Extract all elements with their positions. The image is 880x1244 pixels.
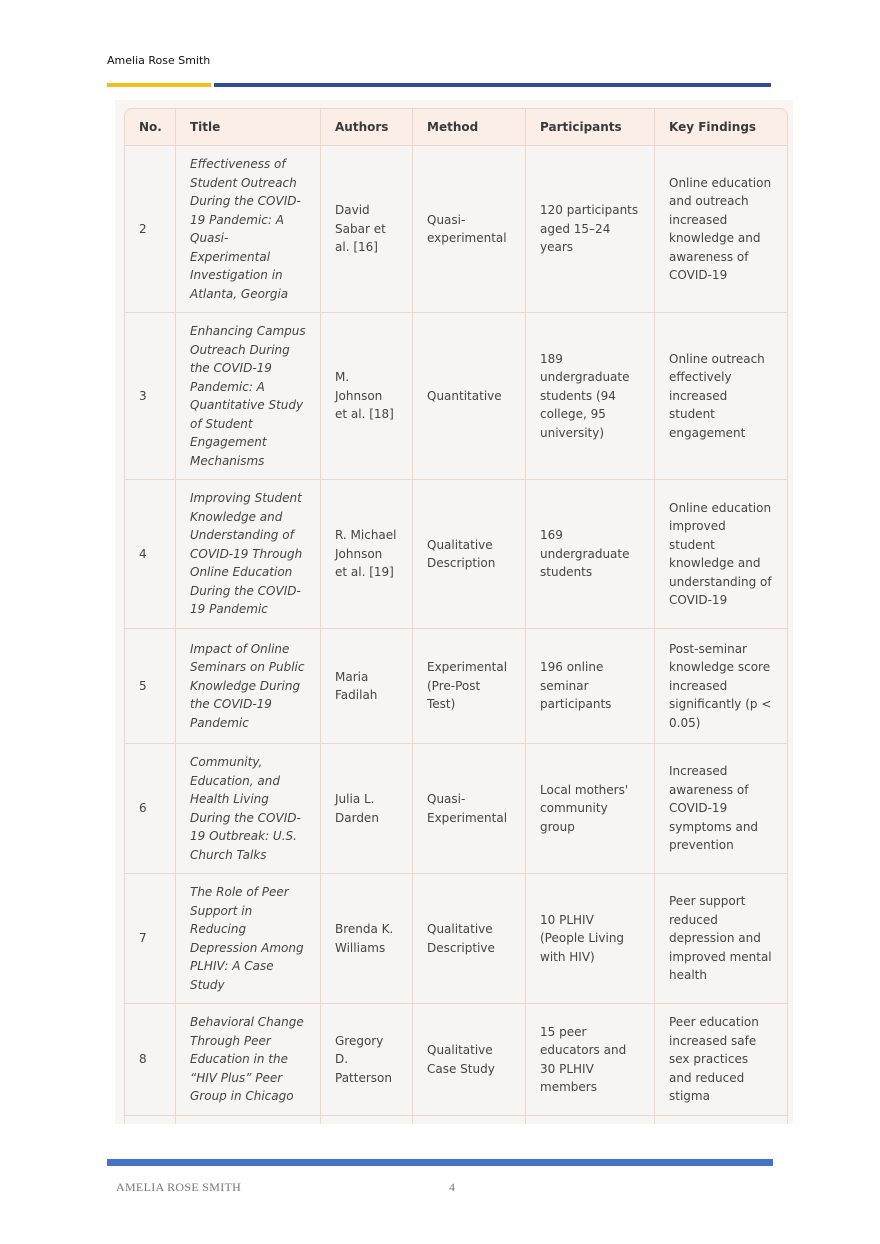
- cell-method: Quantitative: [413, 313, 526, 480]
- cell-no: 8: [124, 1004, 176, 1116]
- cell-empty: [124, 1116, 176, 1124]
- literature-table: [124, 108, 788, 1124]
- table-row: [124, 744, 788, 874]
- cell-no: 3: [124, 313, 176, 480]
- cell-empty: [413, 1116, 526, 1124]
- cell-findings: Peer education increased safe sex practices and reduced stigma: [655, 1004, 788, 1116]
- col-header-method: Method: [413, 108, 526, 146]
- cell-empty: [176, 1116, 321, 1124]
- cell-participants: 189 undergraduate students (94 college, 95 university): [526, 313, 655, 480]
- col-header-title: Title: [176, 108, 321, 146]
- cell-findings: Online education improved student knowledge and understanding of COVID-19: [655, 480, 788, 629]
- cell-findings: Peer support reduced depression and improved mental health: [655, 874, 788, 1004]
- cell-method: Qualitative Description: [413, 480, 526, 629]
- cell-findings: Online outreach effectively increased student engagement: [655, 313, 788, 480]
- table-row: [124, 629, 788, 744]
- col-header-participants: Participants: [526, 108, 655, 146]
- cell-method: Quasi-Experimental: [413, 744, 526, 874]
- cell-no: 4: [124, 480, 176, 629]
- col-header-no: No.: [124, 108, 176, 146]
- cell-title: Effectiveness of Student Outreach During the COVID-19 Pandemic: A Quasi-Experimental Investigation in Atlanta, Georgia: [176, 146, 321, 313]
- header-author: Amelia Rose Smith: [107, 54, 211, 67]
- page-number: 4: [449, 1180, 455, 1194]
- cell-authors: Maria Fadilah: [321, 629, 413, 744]
- cell-no: 2: [124, 146, 176, 313]
- cell-participants: 15 peer educators and 30 PLHIV members: [526, 1004, 655, 1116]
- col-header-authors: Authors: [321, 108, 413, 146]
- cell-title: Enhancing Campus Outreach During the COVID-19 Pandemic: A Quantitative Study of Student Engagement Mechanisms: [176, 313, 321, 480]
- header-rule: [214, 83, 771, 87]
- cell-authors: Julia L. Darden: [321, 744, 413, 874]
- table-row: [124, 313, 788, 480]
- cell-participants: 169 undergraduate students: [526, 480, 655, 629]
- cell-title: Behavioral Change Through Peer Education in the “HIV Plus” Peer Group in Chicago: [176, 1004, 321, 1116]
- cell-no: 5: [124, 629, 176, 744]
- cell-authors: Gregory D. Patterson: [321, 1004, 413, 1116]
- cell-empty: [526, 1116, 655, 1124]
- cell-empty: [321, 1116, 413, 1124]
- cell-participants: 120 participants aged 15–24 years: [526, 146, 655, 313]
- footer-rule: [107, 1159, 773, 1166]
- cell-title: Community, Education, and Health Living During the COVID-19 Outbreak: U.S. Church Talks: [176, 744, 321, 874]
- cell-findings: Post-seminar knowledge score increased significantly (p < 0.05): [655, 629, 788, 744]
- cell-title: Improving Student Knowledge and Understanding of COVID-19 Through Online Education During the COVID-19 Pandemic: [176, 480, 321, 629]
- footer-author: AMELIA ROSE SMITH: [116, 1180, 242, 1194]
- table-row-partial: [124, 1116, 788, 1124]
- cell-participants: 196 online seminar participants: [526, 629, 655, 744]
- cell-method: Qualitative Case Study: [413, 1004, 526, 1116]
- cell-findings: Online education and outreach increased knowledge and awareness of COVID-19: [655, 146, 788, 313]
- cell-authors: Brenda K. Williams: [321, 874, 413, 1004]
- cell-method: Quasi-experimental: [413, 146, 526, 313]
- cell-empty: [655, 1116, 788, 1124]
- table-header-row: [124, 108, 788, 146]
- cell-title: The Role of Peer Support in Reducing Depression Among PLHIV: A Case Study: [176, 874, 321, 1004]
- cell-method: Qualitative Descriptive: [413, 874, 526, 1004]
- header-accent-bar: [107, 83, 211, 87]
- table-row: [124, 480, 788, 629]
- cell-participants: 10 PLHIV (People Living with HIV): [526, 874, 655, 1004]
- cell-no: 7: [124, 874, 176, 1004]
- cell-no: 6: [124, 744, 176, 874]
- table-image: [115, 100, 793, 1124]
- cell-authors: M. Johnson et al. [18]: [321, 313, 413, 480]
- cell-authors: R. Michael Johnson et al. [19]: [321, 480, 413, 629]
- table-row: [124, 874, 788, 1004]
- cell-findings: Increased awareness of COVID-19 symptoms and prevention: [655, 744, 788, 874]
- cell-authors: David Sabar et al. [16]: [321, 146, 413, 313]
- col-header-findings: Key Findings: [655, 108, 788, 146]
- cell-title: Impact of Online Seminars on Public Knowledge During the COVID-19 Pandemic: [176, 629, 321, 744]
- table-row: [124, 146, 788, 313]
- cell-participants: Local mothers' community group: [526, 744, 655, 874]
- table-row: [124, 1004, 788, 1116]
- cell-method: Experimental (Pre-Post Test): [413, 629, 526, 744]
